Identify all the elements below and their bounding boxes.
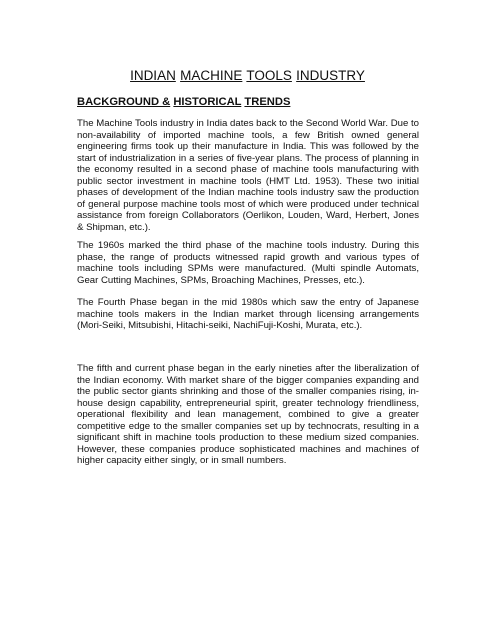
heading-part-background: BACKGROUND & <box>77 96 171 108</box>
title-word-industry: INDUSTRY <box>296 68 365 83</box>
title-word-machine: MACHINE <box>180 68 243 83</box>
heading-part-trends: TRENDS <box>244 96 291 108</box>
paragraph-fourth-phase: The Fourth Phase began in the mid 1980s which saw the entry of Japanese machine tools makers in the Indian market through licensing arrangements (Mori-Seiki, Mitsubishi, Hitachi-seiki, NachiFuji-Koshi, Murata, etc.). <box>77 297 419 331</box>
title-word-indian: INDIAN <box>130 68 176 83</box>
section-heading <box>77 95 290 109</box>
paragraph-fifth-phase: The fifth and current phase began in the early nineties after the liberalization of the Indian economy. With market share of the bigger companies expanding and the public sector giants shrinking and those of the smaller companies rising, in-house design capability, entrepreneurial spirit, greater technology friendliness, operational flexibility and lean management, combined to give a greater competitive edge to the smaller companies set up by technocrats, resulting in a significant shift in machine tools production to these medium sized companies. However, these companies produce sophisticated machines and machines of higher capacity either singly, or in small numbers. <box>77 363 419 466</box>
document-title <box>0 68 495 84</box>
paragraph-third-phase: The 1960s marked the third phase of the machine tools industry. During this phase, the range of products witnessed rapid growth and various types of machine tools including SPMs were manufactured. (Multi spindle Automats, Gear Cutting Machines, SPMs, Broaching Machines, Presses, etc.). <box>77 240 419 286</box>
paragraph-origins: The Machine Tools industry in India dates back to the Second World War. Due to non-availability of imported machine tools, a few British owned general engineering firms took up their manufacture in India. This was followed by the start of industrialization in a series of five-year plans. The process of planning in the economy resulted in a second phase of machine tools manufacturing with public sector investment in machine tools (HMT Ltd. 1953). These two initial phases of development of the Indian machine tools industry saw the production of general purpose machine tools most of which were produced under technical assistance from foreign Collaborators (Oerlikon, Louden, Ward, Herbert, Jones & Shipman, etc.). <box>77 118 419 233</box>
title-word-tools: TOOLS <box>246 68 292 83</box>
heading-part-historical: HISTORICAL <box>173 96 242 108</box>
